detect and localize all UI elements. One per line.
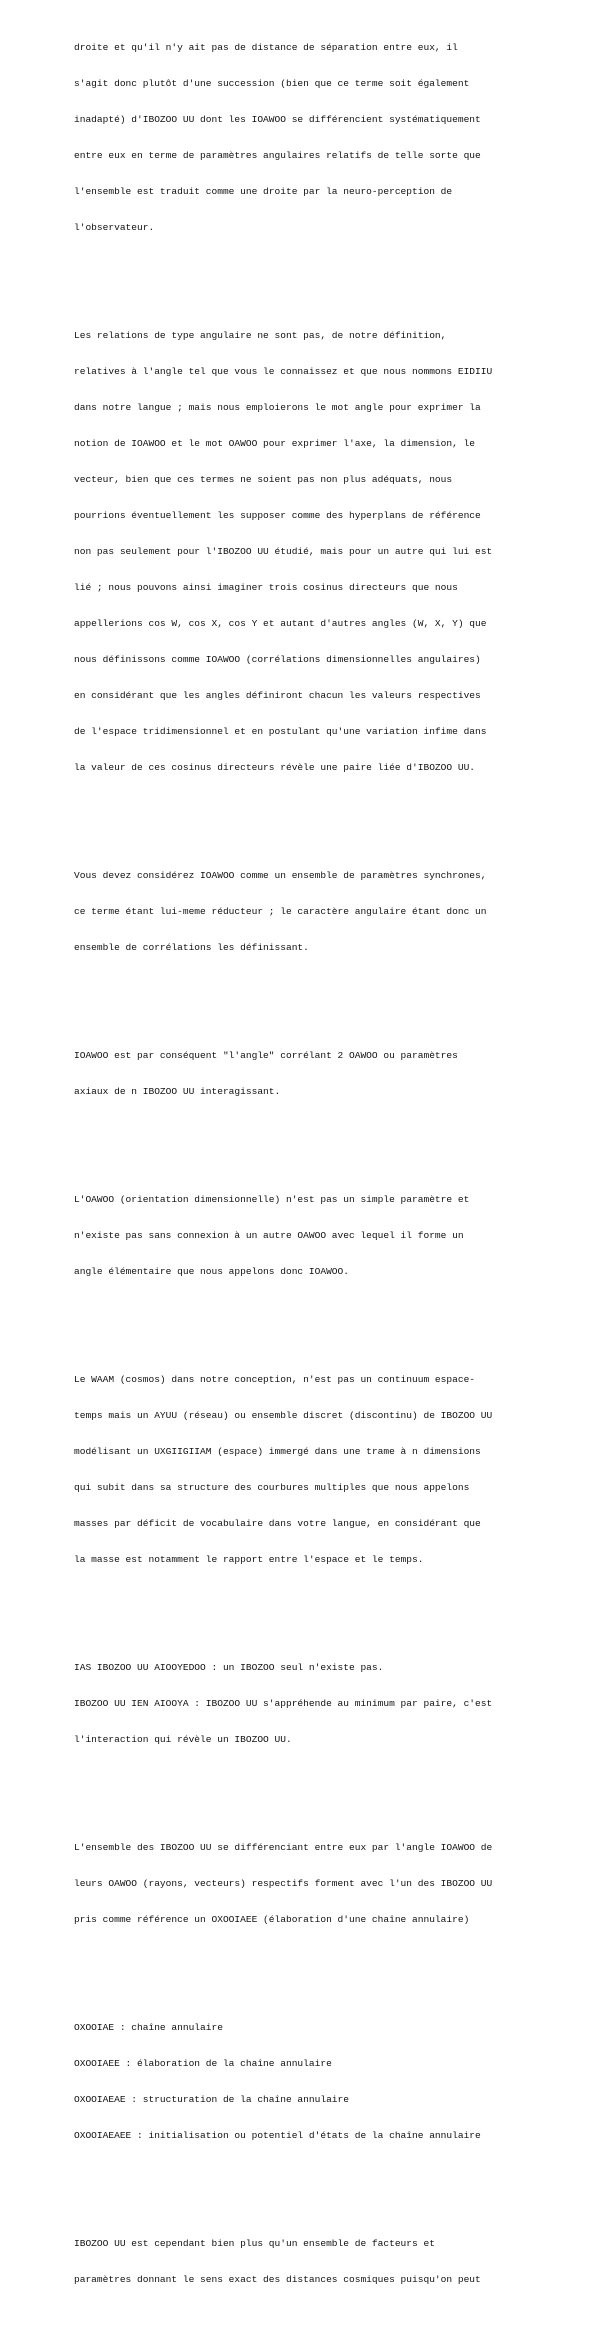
text-line: leurs OAWOO (rayons, vecteurs) respectifs forment avec l'un des IBOZOO UU: [74, 1878, 493, 1889]
text-line: notion de IOAWOO et le mot OAWOO pour exprimer l'axe, la dimension, le: [74, 438, 476, 449]
text-line: Le WAAM (cosmos) dans notre conception, n'est pas un continuum espace-: [74, 1374, 476, 1385]
document-page: [74, 0, 594, 2334]
text-line: IBOZOO UU est cependant bien plus qu'un ensemble de facteurs et: [74, 2238, 435, 2249]
paragraph: [74, 18, 594, 258]
text-line: paramètres donnant le sens exact des distances cosmiques puisqu'on peut: [74, 2274, 481, 2285]
text-line: OXOOIAEAEE : initialisation ou potentiel d'états de la chaîne annulaire: [74, 2130, 481, 2141]
text-line: nous définissons comme IOAWOO (corrélations dimensionnelles angulaires): [74, 654, 481, 665]
text-line: L'ensemble des IBOZOO UU se différenciant entre eux par l'angle IOAWOO de: [74, 1842, 493, 1853]
text-line: appellerions cos W, cos X, cos Y et autant d'autres angles (W, X, Y) que: [74, 618, 487, 629]
text-line: dans notre langue ; mais nous emploierons le mot angle pour exprimer la: [74, 402, 481, 413]
paragraph: [74, 1998, 594, 2166]
text-line: n'existe pas sans connexion à un autre OAWOO avec lequel il forme un: [74, 1230, 464, 1241]
text-line: vecteur, bien que ces termes ne soient pas non plus adéquats, nous: [74, 474, 453, 485]
text-line: modélisant un UXGIIGIIAM (espace) immergé dans une trame à n dimensions: [74, 1446, 481, 1457]
text-line: en considérant que les angles définiront chacun les valeurs respectives: [74, 690, 481, 701]
paragraph: [74, 1026, 594, 1122]
text-line: de l'espace tridimensionnel et en postulant qu'une variation infime dans: [74, 726, 487, 737]
text-line: masses par déficit de vocabulaire dans votre langue, en considérant que: [74, 1518, 481, 1529]
paragraph: [74, 1638, 594, 1770]
text-line: angle élémentaire que nous appelons donc IOAWOO.: [74, 1266, 349, 1277]
text-line: OXOOIAEAE : structuration de la chaîne annulaire: [74, 2094, 349, 2105]
text-line: relatives à l'angle tel que vous le connaissez et que nous nommons EIDIIU: [74, 366, 493, 377]
text-line: l'ensemble est traduit comme une droite par la neuro-perception de: [74, 186, 453, 197]
text-line: IAS IBOZOO UU AIOOYEDOO : un IBOZOO seul n'existe pas.: [74, 1662, 384, 1673]
text-line: la masse est notamment le rapport entre l'espace et le temps.: [74, 1554, 424, 1565]
text-line: qui subit dans sa structure des courbures multiples que nous appelons: [74, 1482, 470, 1493]
text-line: OXOOIAE : chaîne annulaire: [74, 2022, 223, 2033]
text-line: s'agit donc plutôt d'une succession (bien que ce terme soit également: [74, 78, 470, 89]
text-line: ensemble de corrélations les définissant.: [74, 942, 309, 953]
paragraph: [74, 1818, 594, 1950]
text-line: IOAWOO est par conséquent "l'angle" corrélant 2 OAWOO ou paramètres: [74, 1050, 458, 1061]
text-line: OXOOIAEE : élaboration de la chaîne annulaire: [74, 2058, 332, 2069]
text-line: inadapté) d'IBOZOO UU dont les IOAWOO se différencient systématiquement: [74, 114, 481, 125]
text-line: lié ; nous pouvons ainsi imaginer trois cosinus directeurs que nous: [74, 582, 458, 593]
paragraph: [74, 846, 594, 978]
paragraph: [74, 2214, 594, 2310]
text-line: temps mais un AYUU (réseau) ou ensemble discret (discontinu) de IBOZOO UU: [74, 1410, 493, 1421]
text-line: la valeur de ces cosinus directeurs révèle une paire liée d'IBOZOO UU.: [74, 762, 476, 773]
text-line: L'OAWOO (orientation dimensionnelle) n'est pas un simple paramètre et: [74, 1194, 470, 1205]
text-line: entre eux en terme de paramètres angulaires relatifs de telle sorte que: [74, 150, 481, 161]
text-line: l'observateur.: [74, 222, 155, 233]
paragraph: [74, 1350, 594, 1590]
text-line: ce terme étant lui-meme réducteur ; le caractère angulaire étant donc un: [74, 906, 487, 917]
text-line: droite et qu'il n'y ait pas de distance de séparation entre eux, il: [74, 42, 458, 53]
text-line: pris comme référence un OXOOIAEE (élaboration d'une chaîne annulaire): [74, 1914, 470, 1925]
text-line: Vous devez considérez IOAWOO comme un ensemble de paramètres synchrones,: [74, 870, 487, 881]
paragraph: [74, 1170, 594, 1302]
text-line: l'interaction qui révèle un IBOZOO UU.: [74, 1734, 292, 1745]
text-line: non pas seulement pour l'IBOZOO UU étudié, mais pour un autre qui lui est: [74, 546, 493, 557]
text-line: axiaux de n IBOZOO UU interagissant.: [74, 1086, 281, 1097]
paragraph: [74, 306, 594, 798]
text-line: pourrions éventuellement les supposer comme des hyperplans de référence: [74, 510, 481, 521]
text-line: IBOZOO UU IEN AIOOYA : IBOZOO UU s'appréhende au minimum par paire, c'est: [74, 1698, 493, 1709]
text-line: Les relations de type angulaire ne sont pas, de notre définition,: [74, 330, 447, 341]
